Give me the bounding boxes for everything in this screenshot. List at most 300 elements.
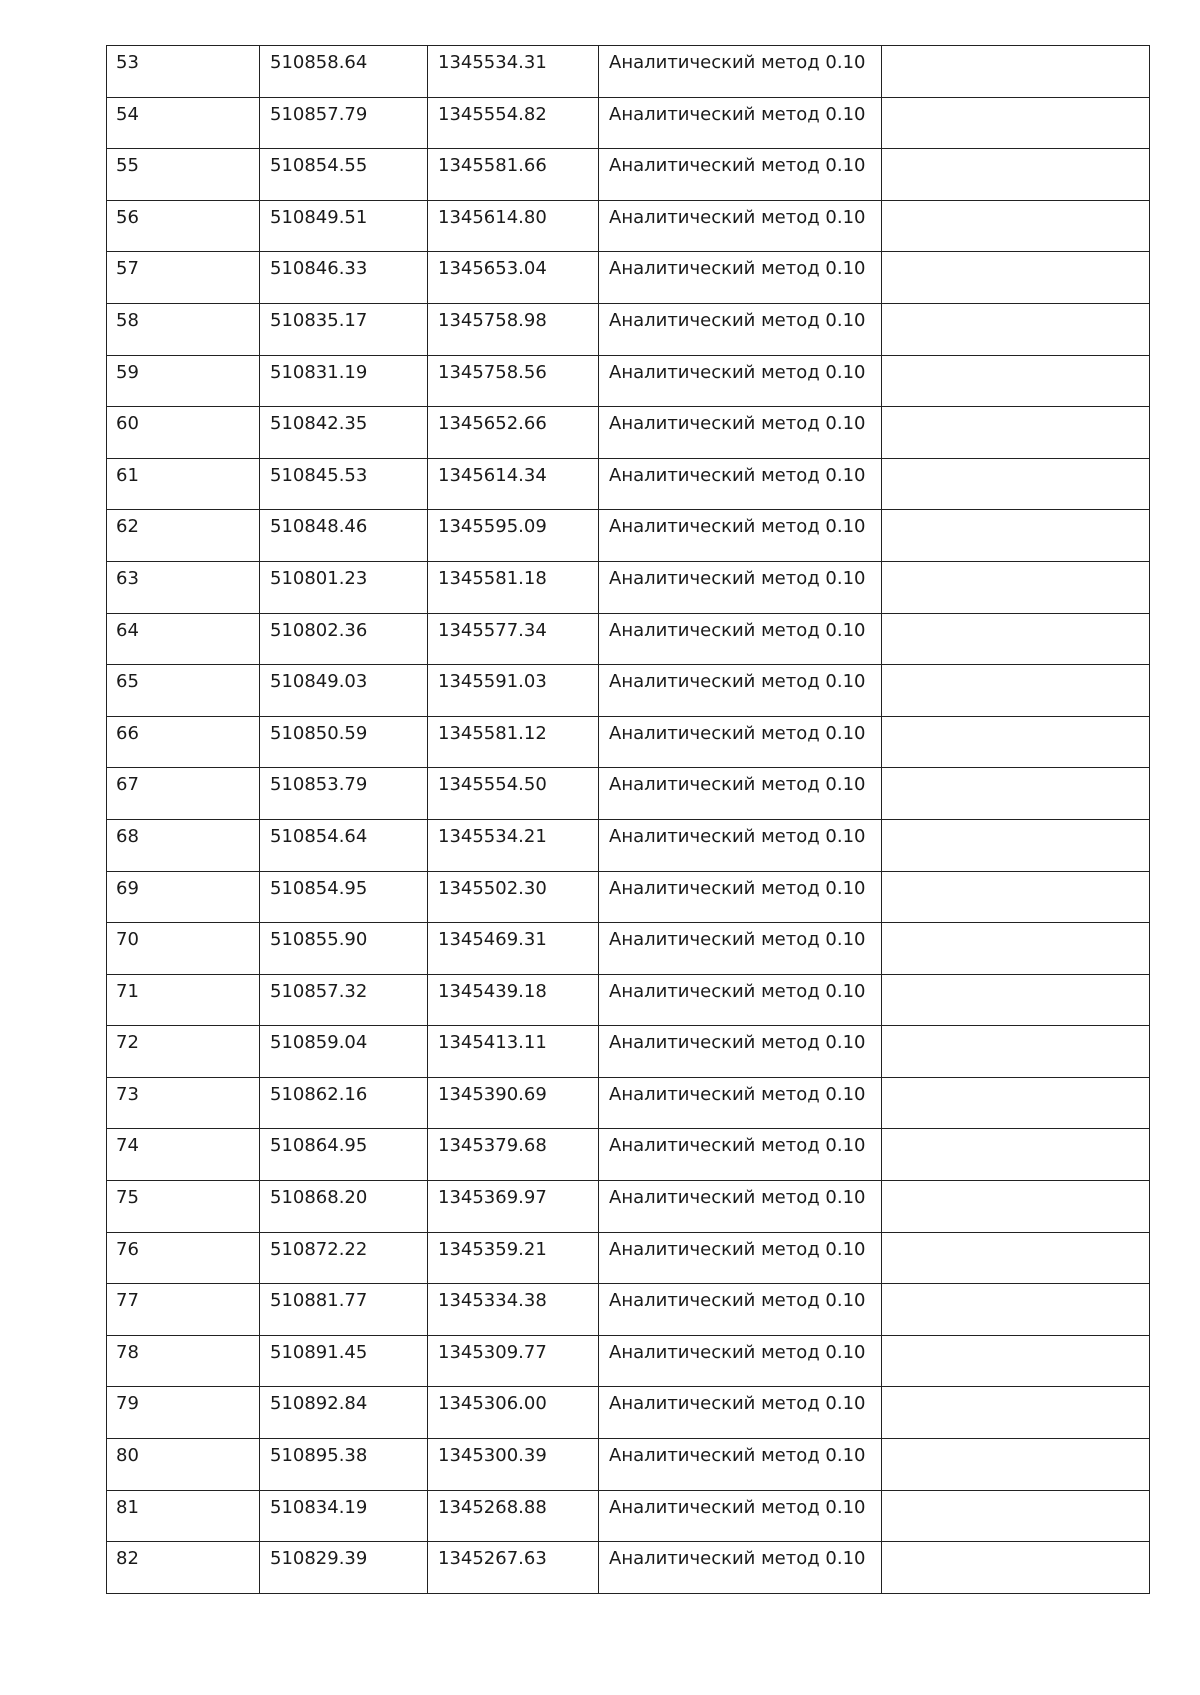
point-number-cell <box>107 613 260 665</box>
y-coordinate-cell-text: 1345300.39 <box>438 1445 547 1467</box>
note-cell <box>882 923 1150 975</box>
x-coordinate-cell <box>260 768 428 820</box>
note-cell <box>882 1129 1150 1181</box>
x-coordinate-cell <box>260 1542 428 1594</box>
y-coordinate-cell <box>428 1232 599 1284</box>
method-cell-text: Аналитический метод 0.10 <box>609 206 866 228</box>
table-row <box>107 1077 1150 1129</box>
y-coordinate-cell-text: 1345591.03 <box>438 671 547 693</box>
method-cell <box>599 923 882 975</box>
note-cell <box>882 613 1150 665</box>
point-number-cell-text: 66 <box>116 722 139 744</box>
point-number-cell-text: 76 <box>116 1238 139 1260</box>
note-cell <box>882 303 1150 355</box>
point-number-cell <box>107 458 260 510</box>
method-cell <box>599 149 882 201</box>
method-cell <box>599 819 882 871</box>
point-number-cell-text: 62 <box>116 516 139 538</box>
y-coordinate-cell <box>428 1129 599 1181</box>
x-coordinate-cell <box>260 1335 428 1387</box>
method-cell <box>599 97 882 149</box>
point-number-cell <box>107 1490 260 1542</box>
x-coordinate-cell-text: 510802.36 <box>270 619 368 641</box>
y-coordinate-cell <box>428 46 599 98</box>
x-coordinate-cell <box>260 1026 428 1078</box>
method-cell-text: Аналитический метод 0.10 <box>609 567 866 589</box>
x-coordinate-cell-text: 510857.79 <box>270 103 368 125</box>
table-row <box>107 1129 1150 1181</box>
table-row <box>107 1284 1150 1336</box>
point-number-cell-text: 80 <box>116 1445 139 1467</box>
method-cell-text: Аналитический метод 0.10 <box>609 413 866 435</box>
x-coordinate-cell <box>260 613 428 665</box>
note-cell <box>882 46 1150 98</box>
point-number-cell-text: 60 <box>116 413 139 435</box>
point-number-cell <box>107 1387 260 1439</box>
method-cell <box>599 665 882 717</box>
y-coordinate-cell <box>428 1077 599 1129</box>
point-number-cell <box>107 974 260 1026</box>
method-cell <box>599 1335 882 1387</box>
x-coordinate-cell-text: 510862.16 <box>270 1083 368 1105</box>
point-number-cell <box>107 1439 260 1491</box>
method-cell <box>599 1129 882 1181</box>
method-cell <box>599 974 882 1026</box>
point-number-cell <box>107 252 260 304</box>
x-coordinate-cell-text: 510850.59 <box>270 722 368 744</box>
y-coordinate-cell <box>428 1335 599 1387</box>
y-coordinate-cell-text: 1345577.34 <box>438 619 547 641</box>
note-cell <box>882 1439 1150 1491</box>
method-cell-text: Аналитический метод 0.10 <box>609 361 866 383</box>
y-coordinate-cell-text: 1345268.88 <box>438 1496 547 1518</box>
point-number-cell-text: 61 <box>116 464 139 486</box>
note-cell <box>882 407 1150 459</box>
y-coordinate-cell <box>428 923 599 975</box>
table-row <box>107 1542 1150 1594</box>
note-cell <box>882 200 1150 252</box>
x-coordinate-cell-text: 510801.23 <box>270 567 368 589</box>
note-cell <box>882 458 1150 510</box>
note-cell <box>882 716 1150 768</box>
note-cell <box>882 819 1150 871</box>
y-coordinate-cell <box>428 768 599 820</box>
table-row <box>107 46 1150 98</box>
note-cell <box>882 355 1150 407</box>
x-coordinate-cell <box>260 923 428 975</box>
point-number-cell <box>107 46 260 98</box>
x-coordinate-cell <box>260 407 428 459</box>
table-row <box>107 974 1150 1026</box>
x-coordinate-cell-text: 510854.55 <box>270 155 368 177</box>
x-coordinate-cell <box>260 97 428 149</box>
point-number-cell-text: 56 <box>116 206 139 228</box>
method-cell <box>599 716 882 768</box>
point-number-cell-text: 79 <box>116 1393 139 1415</box>
y-coordinate-cell-text: 1345653.04 <box>438 258 547 280</box>
method-cell <box>599 1542 882 1594</box>
x-coordinate-cell <box>260 1181 428 1233</box>
x-coordinate-cell-text: 510891.45 <box>270 1341 368 1363</box>
y-coordinate-cell-text: 1345306.00 <box>438 1393 547 1415</box>
point-number-cell-text: 82 <box>116 1548 139 1570</box>
x-coordinate-cell-text: 510849.03 <box>270 671 368 693</box>
point-number-cell-text: 70 <box>116 929 139 951</box>
y-coordinate-cell-text: 1345334.38 <box>438 1290 547 1312</box>
method-cell-text: Аналитический метод 0.10 <box>609 1290 866 1312</box>
table-row <box>107 716 1150 768</box>
table-row <box>107 1490 1150 1542</box>
point-number-cell <box>107 1232 260 1284</box>
note-cell <box>882 871 1150 923</box>
y-coordinate-cell <box>428 1490 599 1542</box>
note-cell <box>882 1232 1150 1284</box>
table-row <box>107 458 1150 510</box>
table-row <box>107 97 1150 149</box>
method-cell-text: Аналитический метод 0.10 <box>609 722 866 744</box>
table-row <box>107 1026 1150 1078</box>
table-row <box>107 819 1150 871</box>
point-number-cell-text: 75 <box>116 1187 139 1209</box>
y-coordinate-cell <box>428 510 599 562</box>
point-number-cell-text: 81 <box>116 1496 139 1518</box>
y-coordinate-cell <box>428 303 599 355</box>
y-coordinate-cell <box>428 1284 599 1336</box>
x-coordinate-cell-text: 510842.35 <box>270 413 368 435</box>
x-coordinate-cell <box>260 819 428 871</box>
y-coordinate-cell-text: 1345469.31 <box>438 929 547 951</box>
method-cell <box>599 768 882 820</box>
note-cell <box>882 665 1150 717</box>
y-coordinate-cell-text: 1345309.77 <box>438 1341 547 1363</box>
method-cell <box>599 252 882 304</box>
method-cell <box>599 1026 882 1078</box>
note-cell <box>882 252 1150 304</box>
x-coordinate-cell <box>260 355 428 407</box>
method-cell <box>599 1232 882 1284</box>
x-coordinate-cell-text: 510853.79 <box>270 774 368 796</box>
method-cell-text: Аналитический метод 0.10 <box>609 516 866 538</box>
y-coordinate-cell-text: 1345267.63 <box>438 1548 547 1570</box>
y-coordinate-cell-text: 1345359.21 <box>438 1238 547 1260</box>
table-row <box>107 303 1150 355</box>
table-row <box>107 665 1150 717</box>
method-cell-text: Аналитический метод 0.10 <box>609 1548 866 1570</box>
table-row <box>107 149 1150 201</box>
x-coordinate-cell-text: 510892.84 <box>270 1393 368 1415</box>
note-cell <box>882 561 1150 613</box>
method-cell <box>599 613 882 665</box>
method-cell <box>599 1439 882 1491</box>
point-number-cell-text: 63 <box>116 567 139 589</box>
x-coordinate-cell <box>260 1490 428 1542</box>
method-cell-text: Аналитический метод 0.10 <box>609 464 866 486</box>
y-coordinate-cell-text: 1345369.97 <box>438 1187 547 1209</box>
table-row <box>107 1181 1150 1233</box>
y-coordinate-cell-text: 1345413.11 <box>438 1032 547 1054</box>
point-number-cell-text: 55 <box>116 155 139 177</box>
method-cell-text: Аналитический метод 0.10 <box>609 1083 866 1105</box>
x-coordinate-cell-text: 510855.90 <box>270 929 368 951</box>
x-coordinate-cell <box>260 303 428 355</box>
point-number-cell-text: 53 <box>116 52 139 73</box>
point-number-cell-text: 74 <box>116 1135 139 1157</box>
table-row <box>107 252 1150 304</box>
method-cell-text: Аналитический метод 0.10 <box>609 1238 866 1260</box>
y-coordinate-cell-text: 1345439.18 <box>438 980 547 1002</box>
table-row <box>107 768 1150 820</box>
y-coordinate-cell-text: 1345614.80 <box>438 206 547 228</box>
table-row <box>107 1335 1150 1387</box>
method-cell <box>599 1181 882 1233</box>
y-coordinate-cell-text: 1345758.56 <box>438 361 547 383</box>
x-coordinate-cell-text: 510849.51 <box>270 206 368 228</box>
point-number-cell <box>107 923 260 975</box>
x-coordinate-cell <box>260 974 428 1026</box>
method-cell <box>599 355 882 407</box>
method-cell-text: Аналитический метод 0.10 <box>609 1341 866 1363</box>
x-coordinate-cell <box>260 1232 428 1284</box>
y-coordinate-cell <box>428 1542 599 1594</box>
point-number-cell <box>107 1284 260 1336</box>
point-number-cell-text: 57 <box>116 258 139 280</box>
x-coordinate-cell-text: 510829.39 <box>270 1548 368 1570</box>
y-coordinate-cell <box>428 974 599 1026</box>
method-cell <box>599 510 882 562</box>
method-cell-text: Аналитический метод 0.10 <box>609 52 866 73</box>
table-row <box>107 1439 1150 1491</box>
point-number-cell-text: 68 <box>116 825 139 847</box>
x-coordinate-cell <box>260 561 428 613</box>
method-cell <box>599 200 882 252</box>
x-coordinate-cell <box>260 871 428 923</box>
point-number-cell-text: 64 <box>116 619 139 641</box>
x-coordinate-cell-text: 510846.33 <box>270 258 368 280</box>
x-coordinate-cell <box>260 1439 428 1491</box>
method-cell-text: Аналитический метод 0.10 <box>609 1496 866 1518</box>
method-cell <box>599 46 882 98</box>
point-number-cell-text: 72 <box>116 1032 139 1054</box>
method-cell-text: Аналитический метод 0.10 <box>609 309 866 331</box>
table-row <box>107 561 1150 613</box>
y-coordinate-cell <box>428 561 599 613</box>
point-number-cell <box>107 149 260 201</box>
table-row <box>107 407 1150 459</box>
method-cell <box>599 1387 882 1439</box>
point-number-cell <box>107 1129 260 1181</box>
x-coordinate-cell <box>260 46 428 98</box>
point-number-cell <box>107 510 260 562</box>
method-cell-text: Аналитический метод 0.10 <box>609 1135 866 1157</box>
x-coordinate-cell <box>260 665 428 717</box>
y-coordinate-cell-text: 1345554.82 <box>438 103 547 125</box>
x-coordinate-cell-text: 510835.17 <box>270 309 368 331</box>
point-number-cell <box>107 1077 260 1129</box>
point-number-cell <box>107 1542 260 1594</box>
table-row <box>107 1387 1150 1439</box>
point-number-cell <box>107 407 260 459</box>
method-cell <box>599 1284 882 1336</box>
note-cell <box>882 1387 1150 1439</box>
point-number-cell-text: 73 <box>116 1083 139 1105</box>
point-number-cell-text: 59 <box>116 361 139 383</box>
y-coordinate-cell <box>428 1387 599 1439</box>
table-row <box>107 200 1150 252</box>
coordinates-table <box>106 45 1150 1594</box>
method-cell-text: Аналитический метод 0.10 <box>609 980 866 1002</box>
table-row <box>107 613 1150 665</box>
x-coordinate-cell-text: 510857.32 <box>270 980 368 1002</box>
y-coordinate-cell <box>428 716 599 768</box>
table-row <box>107 355 1150 407</box>
method-cell-text: Аналитический метод 0.10 <box>609 929 866 951</box>
x-coordinate-cell <box>260 716 428 768</box>
point-number-cell <box>107 97 260 149</box>
x-coordinate-cell-text: 510831.19 <box>270 361 368 383</box>
x-coordinate-cell-text: 510845.53 <box>270 464 368 486</box>
point-number-cell <box>107 561 260 613</box>
y-coordinate-cell-text: 1345581.66 <box>438 155 547 177</box>
table-row <box>107 923 1150 975</box>
y-coordinate-cell <box>428 458 599 510</box>
x-coordinate-cell-text: 510872.22 <box>270 1238 368 1260</box>
x-coordinate-cell <box>260 1284 428 1336</box>
x-coordinate-cell-text: 510858.64 <box>270 52 368 73</box>
y-coordinate-cell <box>428 407 599 459</box>
method-cell <box>599 458 882 510</box>
method-cell-text: Аналитический метод 0.10 <box>609 619 866 641</box>
y-coordinate-cell <box>428 665 599 717</box>
x-coordinate-cell <box>260 458 428 510</box>
y-coordinate-cell <box>428 1026 599 1078</box>
note-cell <box>882 1542 1150 1594</box>
point-number-cell-text: 71 <box>116 980 139 1002</box>
y-coordinate-cell-text: 1345595.09 <box>438 516 547 538</box>
y-coordinate-cell-text: 1345758.98 <box>438 309 547 331</box>
method-cell <box>599 1490 882 1542</box>
y-coordinate-cell-text: 1345614.34 <box>438 464 547 486</box>
x-coordinate-cell <box>260 252 428 304</box>
x-coordinate-cell <box>260 149 428 201</box>
y-coordinate-cell-text: 1345379.68 <box>438 1135 547 1157</box>
method-cell-text: Аналитический метод 0.10 <box>609 1445 866 1467</box>
method-cell <box>599 407 882 459</box>
point-number-cell <box>107 716 260 768</box>
point-number-cell-text: 67 <box>116 774 139 796</box>
method-cell-text: Аналитический метод 0.10 <box>609 103 866 125</box>
x-coordinate-cell-text: 510864.95 <box>270 1135 368 1157</box>
table-row <box>107 871 1150 923</box>
note-cell <box>882 1284 1150 1336</box>
point-number-cell <box>107 355 260 407</box>
y-coordinate-cell-text: 1345554.50 <box>438 774 547 796</box>
y-coordinate-cell-text: 1345652.66 <box>438 413 547 435</box>
note-cell <box>882 1335 1150 1387</box>
point-number-cell <box>107 1181 260 1233</box>
y-coordinate-cell-text: 1345502.30 <box>438 877 547 899</box>
table-row <box>107 510 1150 562</box>
method-cell-text: Аналитический метод 0.10 <box>609 774 866 796</box>
y-coordinate-cell <box>428 355 599 407</box>
note-cell <box>882 1181 1150 1233</box>
note-cell <box>882 510 1150 562</box>
point-number-cell <box>107 871 260 923</box>
method-cell-text: Аналитический метод 0.10 <box>609 258 866 280</box>
note-cell <box>882 1026 1150 1078</box>
y-coordinate-cell-text: 1345534.31 <box>438 52 547 73</box>
method-cell <box>599 561 882 613</box>
y-coordinate-cell <box>428 819 599 871</box>
method-cell-text: Аналитический метод 0.10 <box>609 825 866 847</box>
point-number-cell-text: 78 <box>116 1341 139 1363</box>
y-coordinate-cell <box>428 149 599 201</box>
method-cell <box>599 1077 882 1129</box>
coordinates-table-body <box>107 46 1150 1594</box>
note-cell <box>882 149 1150 201</box>
x-coordinate-cell-text: 510854.95 <box>270 877 368 899</box>
point-number-cell-text: 69 <box>116 877 139 899</box>
point-number-cell <box>107 303 260 355</box>
y-coordinate-cell <box>428 97 599 149</box>
table-row <box>107 1232 1150 1284</box>
point-number-cell <box>107 819 260 871</box>
x-coordinate-cell-text: 510868.20 <box>270 1187 368 1209</box>
y-coordinate-cell-text: 1345390.69 <box>438 1083 547 1105</box>
method-cell-text: Аналитический метод 0.10 <box>609 877 866 899</box>
y-coordinate-cell-text: 1345581.12 <box>438 722 547 744</box>
y-coordinate-cell-text: 1345534.21 <box>438 825 547 847</box>
y-coordinate-cell <box>428 1181 599 1233</box>
x-coordinate-cell <box>260 1129 428 1181</box>
note-cell <box>882 1077 1150 1129</box>
point-number-cell <box>107 1026 260 1078</box>
y-coordinate-cell-text: 1345581.18 <box>438 567 547 589</box>
method-cell <box>599 303 882 355</box>
y-coordinate-cell <box>428 252 599 304</box>
method-cell-text: Аналитический метод 0.10 <box>609 671 866 693</box>
point-number-cell <box>107 200 260 252</box>
point-number-cell-text: 54 <box>116 103 139 125</box>
x-coordinate-cell <box>260 200 428 252</box>
x-coordinate-cell-text: 510834.19 <box>270 1496 368 1518</box>
y-coordinate-cell <box>428 871 599 923</box>
y-coordinate-cell <box>428 200 599 252</box>
y-coordinate-cell <box>428 613 599 665</box>
point-number-cell-text: 58 <box>116 309 139 331</box>
point-number-cell-text: 77 <box>116 1290 139 1312</box>
point-number-cell <box>107 768 260 820</box>
x-coordinate-cell <box>260 1077 428 1129</box>
note-cell <box>882 974 1150 1026</box>
x-coordinate-cell <box>260 1387 428 1439</box>
x-coordinate-cell-text: 510848.46 <box>270 516 368 538</box>
point-number-cell <box>107 1335 260 1387</box>
x-coordinate-cell <box>260 510 428 562</box>
method-cell-text: Аналитический метод 0.10 <box>609 155 866 177</box>
note-cell <box>882 768 1150 820</box>
note-cell <box>882 1490 1150 1542</box>
method-cell-text: Аналитический метод 0.10 <box>609 1393 866 1415</box>
point-number-cell <box>107 665 260 717</box>
x-coordinate-cell-text: 510895.38 <box>270 1445 368 1467</box>
x-coordinate-cell-text: 510859.04 <box>270 1032 368 1054</box>
y-coordinate-cell <box>428 1439 599 1491</box>
point-number-cell-text: 65 <box>116 671 139 693</box>
x-coordinate-cell-text: 510854.64 <box>270 825 368 847</box>
x-coordinate-cell-text: 510881.77 <box>270 1290 368 1312</box>
method-cell <box>599 871 882 923</box>
method-cell-text: Аналитический метод 0.10 <box>609 1187 866 1209</box>
